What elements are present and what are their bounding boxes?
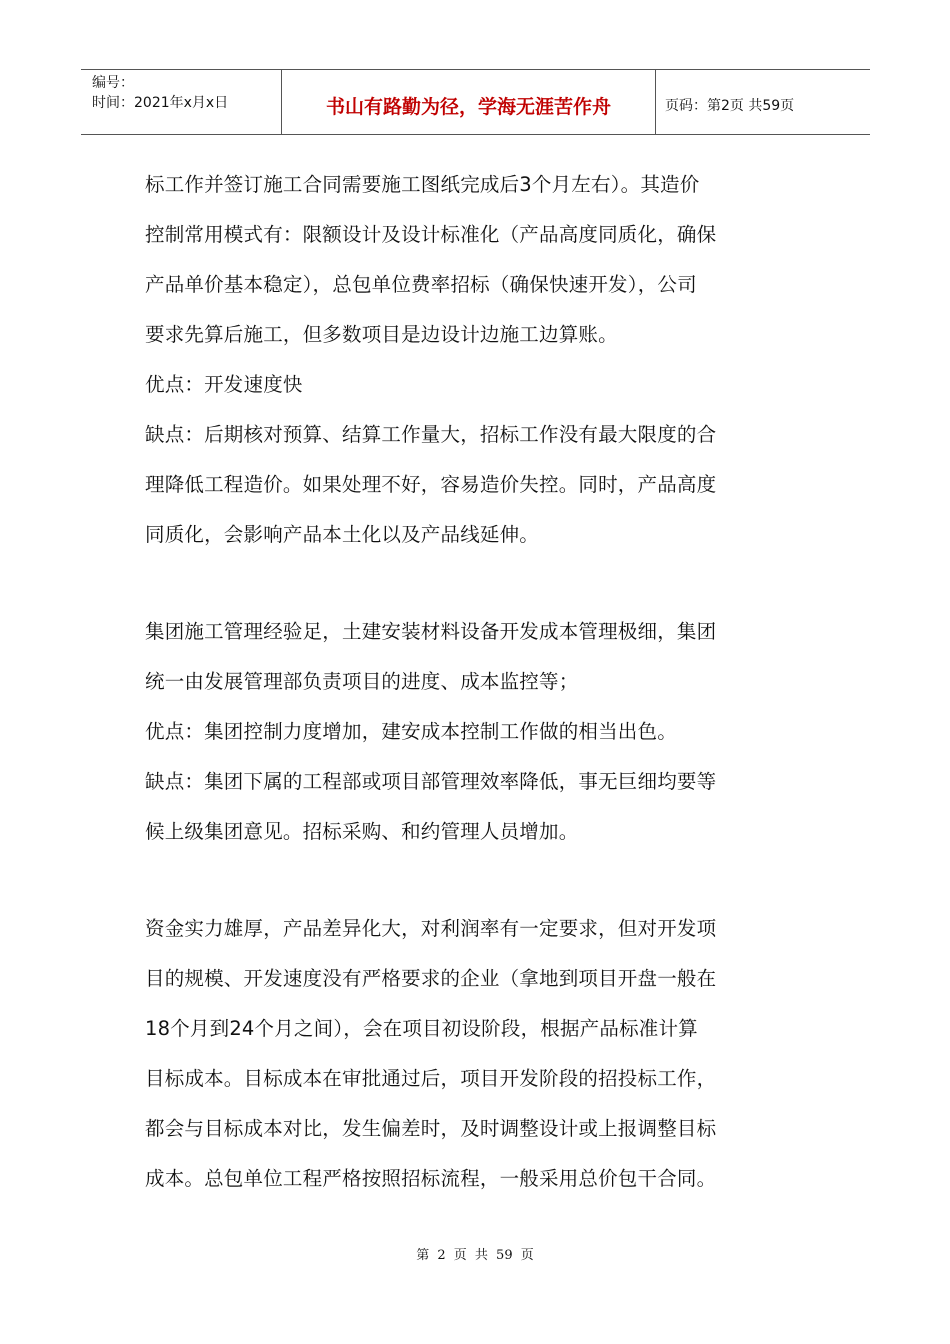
- header-page-info: 页码：第2页 共59页: [665, 98, 795, 114]
- document-date-label: 时间：2021年x月x日: [92, 95, 229, 111]
- text-line: 产品单价基本稳定），总包单位费率招标（确保快速开发），公司: [145, 273, 697, 296]
- paragraph-gap: [145, 562, 805, 609]
- text-line: 集团施工管理经验足，土建安装材料设备开发成本管理极细，集团: [145, 620, 717, 643]
- document-number-label: 编号：: [92, 75, 134, 91]
- text-line: 目标成本。目标成本在审批通过后，项目开发阶段的招投标工作，: [145, 1067, 717, 1090]
- text-line: 同质化，会影响产品本土化以及产品线延伸。: [145, 523, 540, 546]
- text-line: 优点：开发速度快: [145, 373, 303, 396]
- text-line: 优点：集团控制力度增加，建安成本控制工作做的相当出色。: [145, 720, 677, 743]
- text-line: 要求先算后施工，但多数项目是边设计边施工边算账。: [145, 323, 618, 346]
- text-line: 成本。总包单位工程严格按照招标流程，一般采用总价包干合同。: [145, 1167, 717, 1190]
- text-line: 标工作并签订施工合同需要施工图纸完成后3个月左右）。其造价: [145, 173, 700, 196]
- paragraph: [145, 162, 805, 562]
- document-body: [145, 162, 805, 1206]
- paragraph: [145, 609, 805, 859]
- paragraph-gap: [145, 859, 805, 906]
- text-line: 资金实力雄厚，产品差异化大，对利润率有一定要求，但对开发项: [145, 917, 717, 940]
- header-motto: 书山有路勤为径，学海无涯苦作舟: [282, 70, 656, 134]
- text-line: 缺点：集团下属的工程部或项目部管理效率降低，事无巨细均要等: [145, 770, 717, 793]
- page-header: [81, 69, 870, 135]
- text-line: 控制常用模式有：限额设计及设计标准化（产品高度同质化，确保: [145, 223, 717, 246]
- text-line: 缺点：后期核对预算、结算工作量大，招标工作没有最大限度的合: [145, 423, 717, 446]
- text-line: 统一由发展管理部负责项目的进度、成本监控等；: [145, 670, 579, 693]
- text-line: 理降低工程造价。如果处理不好，容易造价失控。同时，产品高度: [145, 473, 717, 496]
- text-line: 候上级集团意见。招标采购、和约管理人员增加。: [145, 820, 579, 843]
- page-footer: 第 2 页 共 59 页: [416, 1248, 534, 1263]
- text-line: 18个月到24个月之间），会在项目初设阶段，根据产品标准计算: [145, 1017, 698, 1040]
- text-line: 目的规模、开发速度没有严格要求的企业（拿地到项目开盘一般在: [145, 967, 717, 990]
- text-line: 都会与目标成本对比，发生偏差时，及时调整设计或上报调整目标: [145, 1117, 717, 1140]
- header-meta: [81, 70, 282, 134]
- paragraph: [145, 906, 805, 1206]
